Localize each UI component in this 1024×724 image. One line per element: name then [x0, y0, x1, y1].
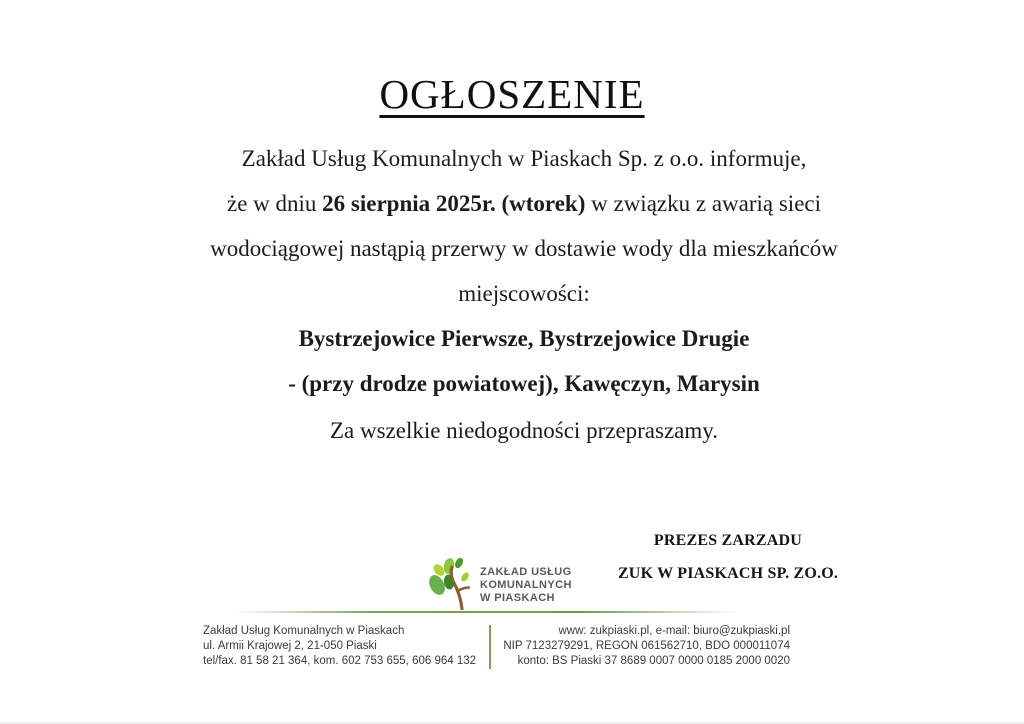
footer-street-address: ul. Armii Krajowej 2, 21-050 Piaski — [203, 640, 377, 652]
company-logo — [428, 556, 572, 615]
footer-bank-account: konto: BS Piaski 37 8689 0007 0000 0185 2000 0020 — [517, 655, 790, 667]
logo-text-line-3: W PIASKACH — [480, 592, 555, 604]
footer-divider-line — [232, 611, 737, 613]
intro-line-2-post: w związku z awarią sieci — [585, 191, 822, 216]
footer-address-block — [203, 624, 476, 669]
announcement-body — [12, 136, 1024, 453]
page-title: OGŁOSZENIE — [379, 71, 645, 117]
intro-line-3: wodociągowej nastąpią przerwy w dostawie wody dla mieszkańców — [210, 236, 838, 261]
intro-line-1: Zakład Usług Komunalnych w Piaskach Sp. z o.o. informuje, — [241, 146, 807, 171]
date-highlight: 26 sierpnia 2025r. (wtorek) — [322, 191, 586, 216]
footer-phone-numbers: tel/fax. 81 58 21 364, kom. 602 753 655, 606 964 132 — [203, 655, 477, 667]
signature-company: ZUK W PIASKACH SP. ZO.O. — [617, 565, 839, 582]
footer-company-name: Zakład Usług Komunalnych w Piaskach — [203, 625, 405, 637]
footer-registry-block — [470, 624, 790, 669]
footer-nip-regon-bdo: NIP 7123279291, REGON 061562710, BDO 000011074 — [503, 640, 790, 652]
logo-text — [480, 566, 572, 605]
localities-line-2: - (przy drodze powiatowej), Kawęczyn, Marysin — [288, 371, 760, 396]
signature-title: PREZES ZARZADU — [653, 532, 803, 549]
signature-block — [608, 524, 848, 590]
footer-web-email: www: zukpiaski.pl, e-mail: biuro@zukpiaski.pl — [558, 625, 790, 637]
intro-line-2-pre: że w dniu — [226, 191, 323, 216]
logo-text-line-1: ZAKŁAD USŁUG — [480, 566, 572, 578]
localities-line-1: Bystrzejowice Pierwsze, Bystrzejowice Drugie — [298, 326, 750, 351]
logo-text-line-2: KOMUNALNYCH — [480, 579, 572, 591]
apology-line: Za wszelkie niedogodności przepraszamy. — [329, 418, 719, 443]
intro-line-2 — [12, 181, 1024, 226]
tree-logo-icon — [428, 556, 474, 615]
intro-line-4: miejscowości: — [458, 281, 590, 306]
